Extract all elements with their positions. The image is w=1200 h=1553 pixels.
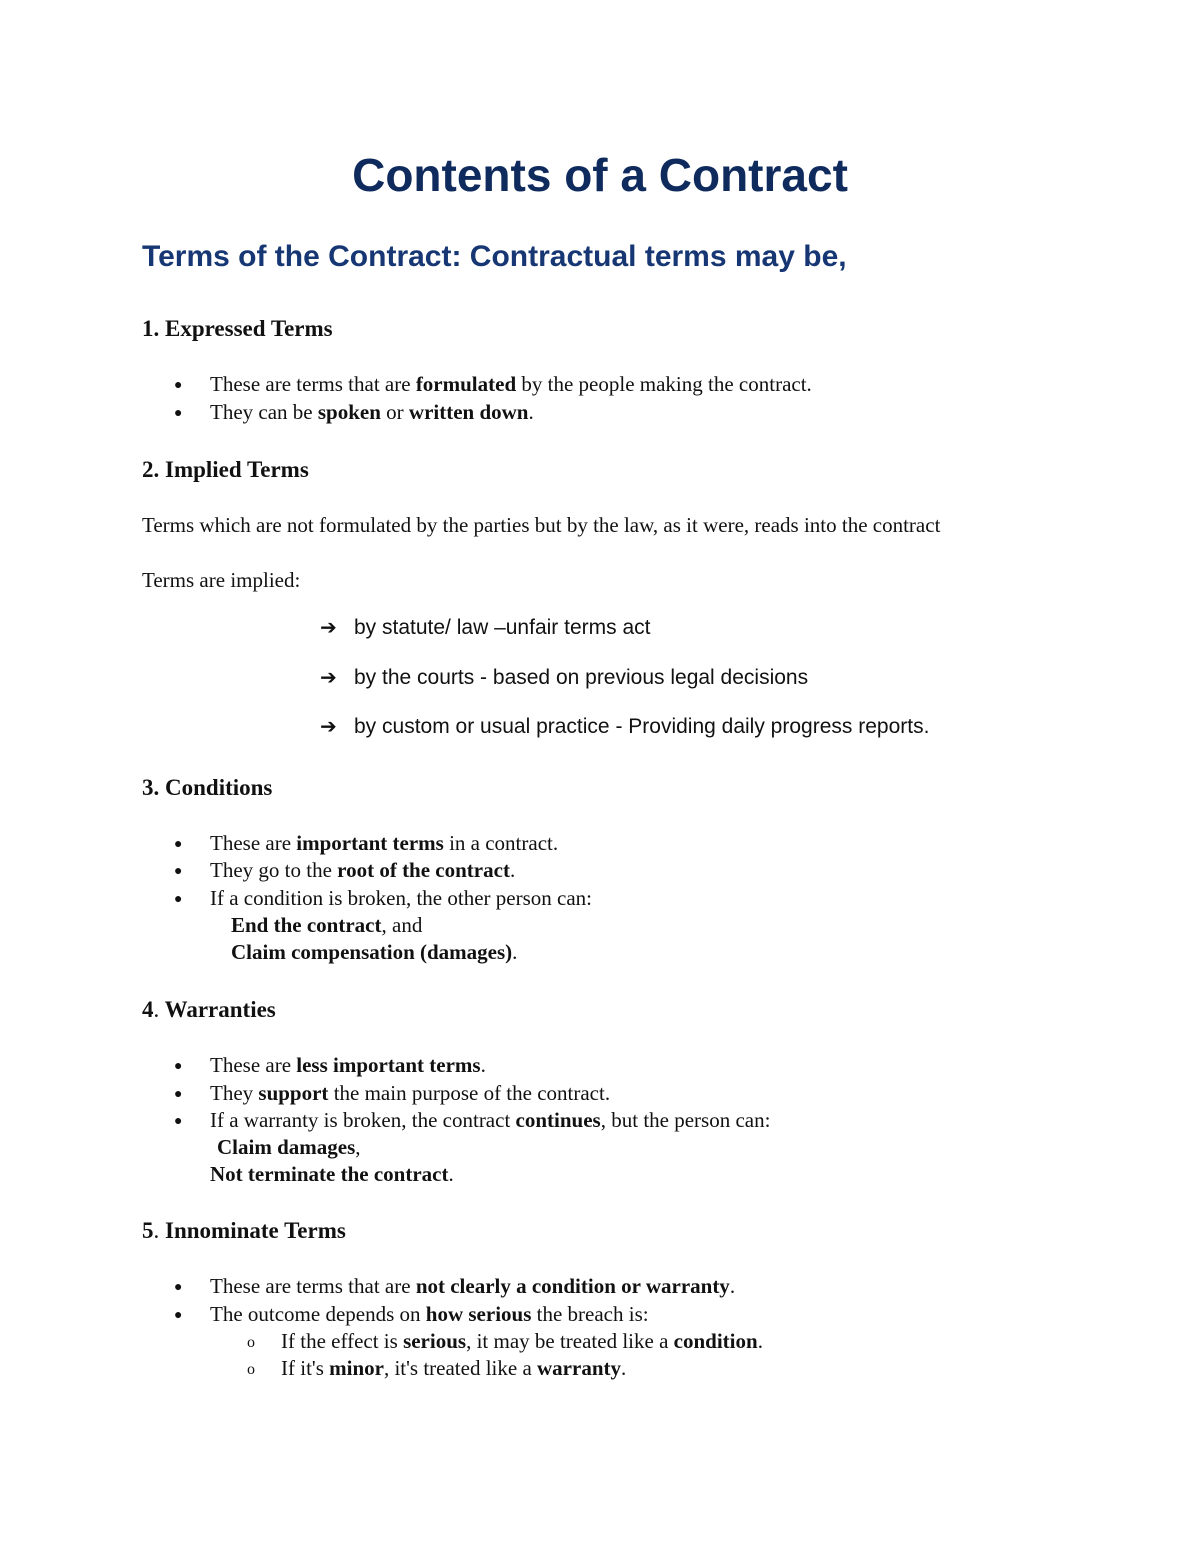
list-item: These are terms that are not clearly a condition or warranty. <box>210 1274 736 1298</box>
bullet-icon: ● <box>174 406 183 421</box>
list-item: They support the main purpose of the contract. <box>210 1081 611 1105</box>
list-item: ➔ by statute/ law –unfair terms act <box>320 616 651 639</box>
bullet-icon: ● <box>174 1059 183 1074</box>
arrow-icon: ➔ <box>320 617 337 639</box>
list-item: They go to the root of the contract. <box>210 858 516 882</box>
list-item: If a condition is broken, the other person can: <box>210 886 592 910</box>
sub-bullet-icon: o <box>247 1361 255 1378</box>
bullet-icon: ● <box>174 837 183 852</box>
sub-list-item: If the effect is serious, it may be treated like a condition. <box>281 1329 763 1353</box>
page-title: Contents of a Contract <box>352 149 848 201</box>
paragraph: Terms which are not formulated by the parties but by the law, as it were, reads into the contract <box>142 513 941 537</box>
list-item-continuation: Claim damages, <box>217 1135 361 1159</box>
list-item: These are important terms in a contract. <box>210 831 559 855</box>
list-item-continuation: End the contract, and <box>231 913 423 937</box>
arrow-icon: ➔ <box>320 667 337 689</box>
bullet-icon: ● <box>174 864 183 879</box>
bullet-icon: ● <box>174 892 183 907</box>
list-item: These are terms that are formulated by the people making the contract. <box>210 372 812 396</box>
list-item: The outcome depends on how serious the breach is: <box>210 1302 649 1326</box>
arrow-icon: ➔ <box>320 716 337 738</box>
list-item: If a warranty is broken, the contract continues, but the person can: <box>210 1108 771 1132</box>
sub-bullet-icon: o <box>247 1334 255 1351</box>
bullet-icon: ● <box>174 1280 183 1295</box>
heading-expressed-terms: 1. Expressed Terms <box>142 316 333 341</box>
heading-conditions: 3. Conditions <box>142 775 273 800</box>
list-item-continuation: Claim compensation (damages). <box>231 940 518 964</box>
bullet-icon: ● <box>174 1308 183 1323</box>
list-item: They can be spoken or written down. <box>210 400 534 424</box>
heading-implied-terms: 2. Implied Terms <box>142 457 309 482</box>
heading-warranties: 4. Warranties <box>142 997 276 1022</box>
list-item: ➔ by custom or usual practice - Providing daily progress reports. <box>320 715 930 738</box>
list-item-continuation: Not terminate the contract. <box>210 1162 454 1186</box>
section-subtitle: Terms of the Contract: Contractual terms may be, <box>142 240 847 273</box>
sub-list-item: If it's minor, it's treated like a warranty. <box>281 1356 627 1380</box>
list-item: ➔ by the courts - based on previous legal decisions <box>320 666 809 689</box>
list-item: These are less important terms. <box>210 1053 486 1077</box>
paragraph: Terms are implied: <box>142 568 301 592</box>
bullet-icon: ● <box>174 1087 183 1102</box>
bullet-icon: ● <box>174 1114 183 1129</box>
bullet-icon: ● <box>174 378 183 393</box>
heading-innominate-terms: 5. Innominate Terms <box>142 1218 346 1243</box>
